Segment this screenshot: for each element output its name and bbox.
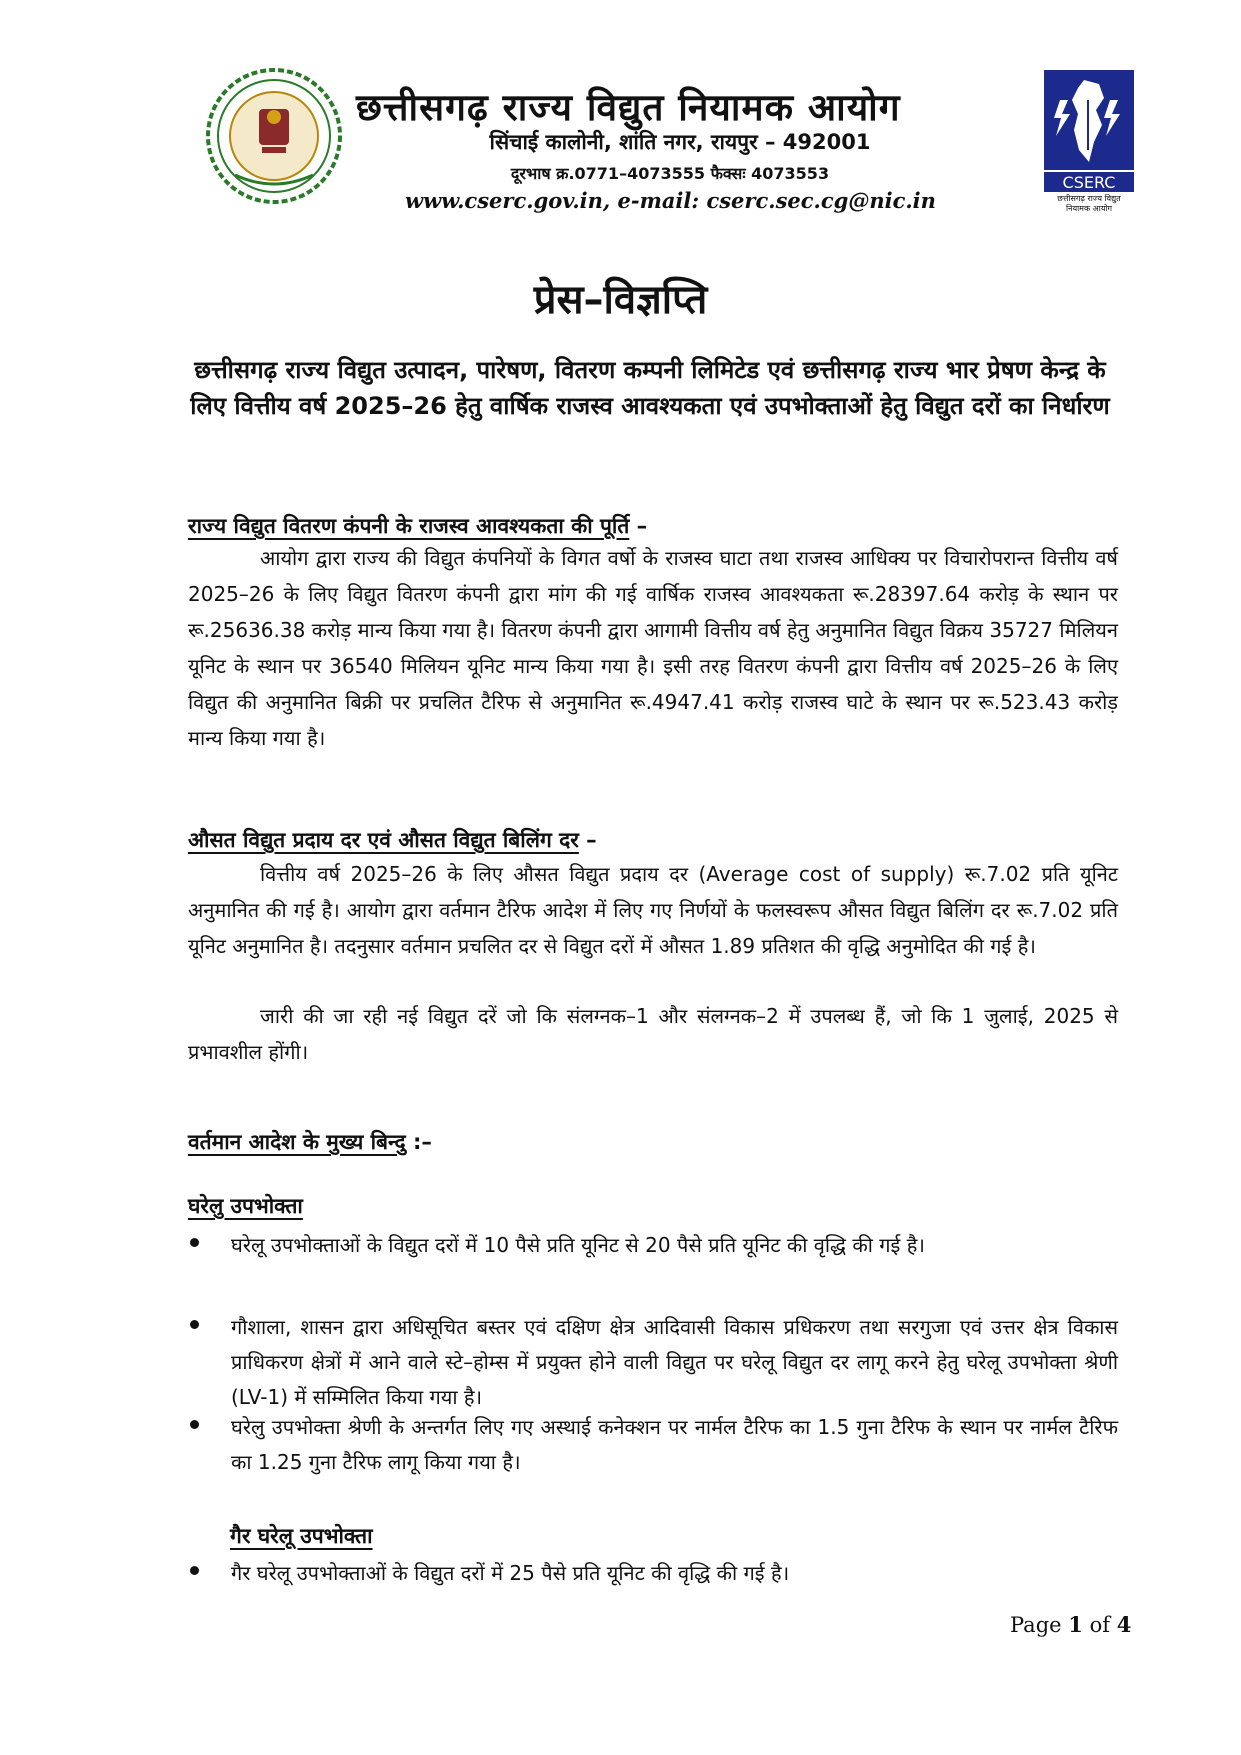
- list-item-text: गैर घरेलू उपभोक्ताओं के विद्युत दरों में 25 पैसे प्रति यूनिट की वृद्धि की गई है।: [231, 1561, 790, 1585]
- bullet-icon: [190, 1238, 199, 1247]
- list-item: [188, 1410, 1118, 1480]
- section-heading-main-points-suffix: :–: [405, 1130, 432, 1154]
- list-item-text: गौशाला, शासन द्वारा अधिसूचित बस्तर एवं दक्षिण क्षेत्र आदिवासी विकास प्रधिकरण तथा सरगुजा एवं उत्तर क्षेत्र विकास प्राधिकरण क्षेत्रों में आने वाले स्टे–होम्स में प्रयुक्त होने वाली विद्युत पर घरेलू विद्युत दर लागू करने हेतु घरेलू उपभोक्ता श्रेणी (LV-1) में सम्मिलित किया गया है।: [231, 1315, 1118, 1409]
- page-number: [1010, 1612, 1131, 1637]
- section-heading-main-points-text: वर्तमान आदेश के मुख्य बिन्दु: [188, 1130, 406, 1154]
- cserc-logo-label: CSERC: [1044, 170, 1134, 192]
- subheading-domestic-consumer: [188, 1192, 303, 1220]
- state-emblem-logo: [205, 65, 343, 207]
- page-of: of: [1089, 1613, 1110, 1637]
- section-heading-revenue: [188, 512, 647, 540]
- subheading-non-domestic-consumer-text: गैर घरेलू उपभोक्ता: [230, 1524, 373, 1548]
- section-heading-revenue-text: राज्य विद्युत वितरण कंपनी के राजस्व आवश्यकता की पूर्ति: [188, 514, 630, 538]
- subheading-domestic-consumer-text: घरेलु उपभोक्ता: [188, 1194, 303, 1218]
- document-title: प्रेस–विज्ञप्ति: [533, 277, 708, 323]
- cserc-logo: [1044, 70, 1134, 213]
- bullet-icon: [190, 1320, 199, 1329]
- page-current: 1: [1068, 1612, 1083, 1637]
- paragraph-revenue-text: आयोग द्वारा राज्य की विद्युत कंपनियों के विगत वर्षो के राजस्व घाटा तथा राजस्व आधिक्य पर विचारोपरान्त वित्तीय वर्ष 2025–26 के लिए विद्युत वितरण कंपनी द्वारा मांग की गई वार्षिक राजस्व आवश्यकता रू.28397.64 करोड़ के स्थान पर रू.25636.38 करोड़ मान्य किया गया है। वितरण कंपनी द्वारा आगामी वित्तीय वर्ष हेतु अनुमानित विद्युत विक्रय 35727 मिलियन यूनिट के स्थान पर 36540 मिलियन यूनिट मान्य किया गया है। इसी तरह वितरण कंपनी द्वारा वित्तीय वर्ष 2025–26 के लिए विद्युत की अनुमानित बिक्री पर प्रचलित टैरिफ से अनुमानित रू.4947.41 करोड़ राजस्व घाटे के स्थान पर रू.523.43 करोड़ मान्य किया गया है।: [188, 546, 1118, 750]
- bullet-icon: [190, 1420, 199, 1429]
- cserc-logo-map: [1044, 70, 1134, 170]
- cserc-logo-subtext: छत्तीसगढ़ राज्य विद्युत नियामक आयोग: [1057, 194, 1121, 213]
- page-total: 4: [1116, 1612, 1132, 1637]
- organization-web-email: www.cserc.gov.in, e-mail: cserc.sec.cg@nic.in: [405, 188, 936, 213]
- paragraph-average-rate: [188, 856, 1118, 964]
- organization-phone-fax: दूरभाष क्र.0771–4073555 फैक्सः 4073553: [510, 164, 830, 183]
- section-heading-average-rate-text: औसत विद्युत प्रदाय दर एवं औसत विद्युत बिलिंग दर: [188, 828, 579, 852]
- section-heading-average-rate-suffix: –: [578, 828, 597, 852]
- document-subject: छत्तीसगढ़ राज्य विद्युत उत्पादन, पारेषण, वितरण कम्पनी लिमिटेड एवं छत्तीसगढ़ राज्य भार प्रेषण केन्द्र के लिए वित्तीय वर्ष 2025–26 हेतु वार्षिक राजस्व आवश्यकता एवं उपभोक्ताओं हेतु विद्युत दरों का निर्धारण: [190, 356, 1110, 420]
- paragraph-new-rates-text: जारी की जा रही नई विद्युत दरें जो कि संलग्नक–1 और संलग्नक–2 में उपलब्ध हैं, जो कि 1 जुलाई, 2025 से प्रभावशील होंगी।: [188, 1004, 1118, 1064]
- organization-name: छत्तीसगढ़ राज्य विद्युत नियामक आयोग: [356, 86, 901, 129]
- organization-address: सिंचाई कालोनी, शांति नगर, रायपुर – 492001: [489, 130, 871, 154]
- list-item: [188, 1556, 1118, 1591]
- page-word: Page: [1010, 1613, 1062, 1637]
- paragraph-revenue: [188, 540, 1118, 756]
- subheading-non-domestic-consumer: [230, 1522, 373, 1550]
- list-item: [188, 1228, 1118, 1263]
- paragraph-average-rate-text: वित्तीय वर्ष 2025–26 के लिए औसत विद्युत प्रदाय दर (Average cost of supply) रू.7.02 प्रति यूनिट अनुमानित की गई है। आयोग द्वारा वर्तमान टैरिफ आदेश में लिए गए निर्णयों के फलस्वरूप औसत विद्युत बिलिंग दर रू.7.02 प्रति यूनिट अनुमानित है। तदनुसार वर्तमान प्रचलित दर से विद्युत दरों में औसत 1.89 प्रतिशत की वृद्धि अनुमोदित की गई है।: [188, 862, 1118, 958]
- list-item-text: घरेलू उपभोक्ताओं के विद्युत दरों में 10 पैसे प्रति यूनिट से 20 पैसे प्रति यूनिट की वृद्धि की गई है।: [231, 1233, 925, 1257]
- bullet-icon: [190, 1566, 199, 1575]
- paragraph-new-rates: [188, 998, 1118, 1070]
- list-item-text: घरेलु उपभोक्ता श्रेणी के अन्तर्गत लिए गए अस्थाई कनेक्शन पर नार्मल टैरिफ का 1.5 गुना टैरिफ के स्थान पर नार्मल टैरिफ का 1.25 गुना टैरिफ लागू किया गया है।: [231, 1415, 1118, 1474]
- list-item: [188, 1310, 1118, 1415]
- section-heading-main-points: [188, 1128, 432, 1156]
- section-heading-revenue-suffix: –: [629, 514, 648, 538]
- section-heading-average-rate: [188, 826, 597, 854]
